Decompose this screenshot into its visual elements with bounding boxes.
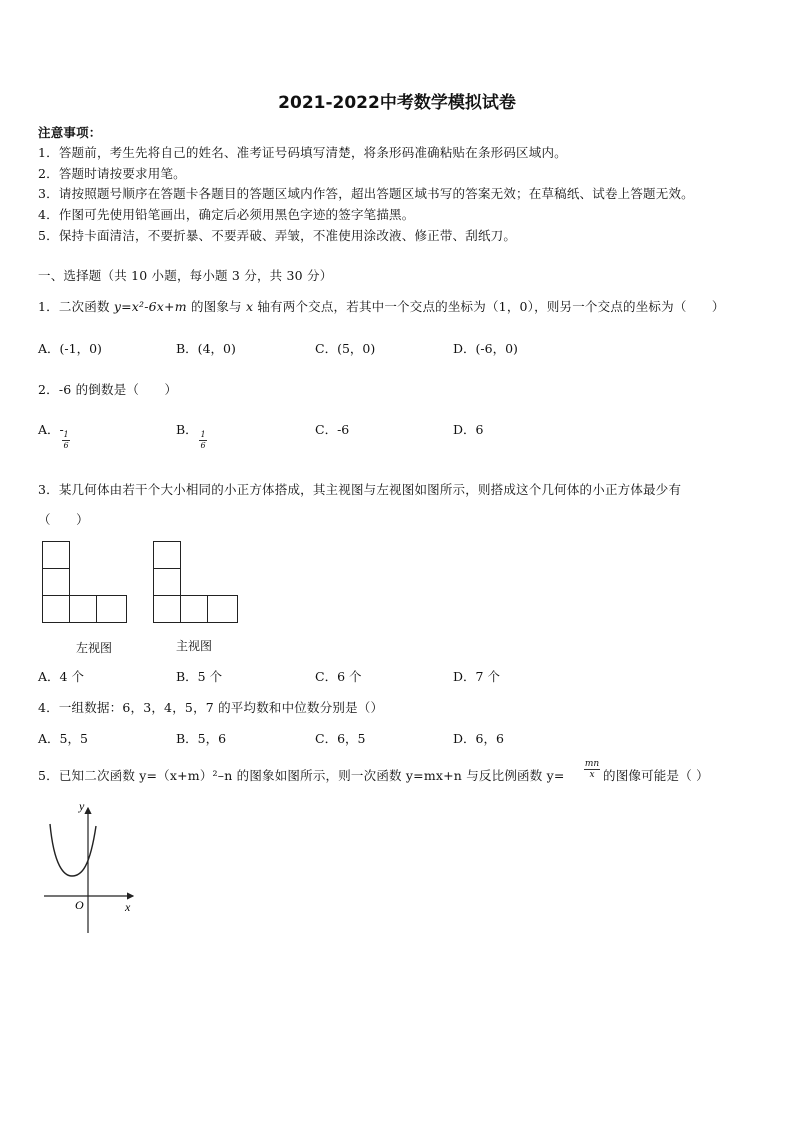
q3-option-a[interactable]: A．4 个 xyxy=(38,669,84,684)
q2-option-a-fraction: 1 6 xyxy=(63,430,69,450)
origin-label: O xyxy=(75,898,84,912)
q4-option-a[interactable]: A．5，5 xyxy=(38,731,88,746)
cube xyxy=(69,595,97,623)
notice-item: 3．请按照题号顺序在答题卡各题目的答题区域内作答，超出答题区域书写的答案无效；在草稿纸、试卷上答题无效。 xyxy=(38,186,694,201)
y-axis-label: y xyxy=(79,799,85,813)
question-1-stem: 1．二次函数 y=x²-6x+m 的图象与 x 轴有两个交点，若其中一个交点的坐标为（1，0），则另一个交点的坐标为（ ） xyxy=(38,299,725,314)
question-3-stem-cont: （ ） xyxy=(38,512,89,527)
notice-heading: 注意事项： xyxy=(38,125,102,140)
notice-item: 5．保持卡面清洁，不要折暴、不要弄破、弄皱，不准使用涂改液、修正带、刮纸刀。 xyxy=(38,228,517,243)
parabola-curve xyxy=(50,824,96,876)
cube xyxy=(180,595,208,623)
parabola-graph xyxy=(36,796,146,936)
q2-option-d[interactable]: D．6 xyxy=(453,422,484,437)
x-axis-label: x xyxy=(125,900,131,914)
notice-item: 1．答题前，考生先将自己的姓名、准考证号码填写清楚，将条形码准确粘贴在条形码区域内。 xyxy=(38,145,567,160)
main-view-caption: 主视图 xyxy=(176,639,213,653)
question-4-stem: 4．一组数据：6，3，4，5，7 的平均数和中位数分别是（） xyxy=(38,700,384,715)
cube xyxy=(153,541,181,569)
cube xyxy=(153,595,181,623)
q1-option-a[interactable]: A．(-1，0) xyxy=(38,341,102,356)
cube xyxy=(96,595,127,623)
cube xyxy=(153,568,181,596)
cube xyxy=(42,568,70,596)
question-3-stem: 3．某几何体由若干个大小相同的小正方体搭成，其主视图与左视图如图所示，则搭成这个几何体的小正方体最少有 xyxy=(38,482,682,497)
question-5-stem: 5．已知二次函数 y=（x+m）²–n 的图象如图所示，则一次函数 y=mx+n 与反比例函数 y= xyxy=(38,768,565,783)
q1-option-d[interactable]: D．(-6，0) xyxy=(453,341,518,356)
cube xyxy=(42,541,70,569)
q1-option-c[interactable]: C．(5，0) xyxy=(315,341,376,356)
cube xyxy=(42,595,70,623)
q3-option-d[interactable]: D．7 个 xyxy=(453,669,500,684)
q1-option-b[interactable]: B．(4，0) xyxy=(176,341,236,356)
q2-option-b-fraction: 1 6 xyxy=(200,430,206,450)
q2-option-c[interactable]: C．-6 xyxy=(315,422,350,437)
question-5-stem-end: 的图像可能是（ ） xyxy=(603,768,709,783)
q4-option-c[interactable]: C．6，5 xyxy=(315,731,366,746)
page-title: 2021-2022中考数学模拟试卷 xyxy=(278,93,516,113)
q2-option-a[interactable]: A．- xyxy=(38,422,64,437)
q3-option-c[interactable]: C．6 个 xyxy=(315,669,362,684)
q2-option-b[interactable]: B． xyxy=(176,422,198,437)
q4-option-b[interactable]: B．5，6 xyxy=(176,731,227,746)
notice-item: 2．答题时请按要求用笔。 xyxy=(38,166,186,181)
left-view-caption: 左视图 xyxy=(76,641,113,655)
section-heading: 一、选择题（共 10 小题，每小题 3 分，共 30 分） xyxy=(38,268,333,283)
cube xyxy=(207,595,238,623)
q1-formula: y=x²-6x+m xyxy=(113,299,187,314)
q4-option-d[interactable]: D．6，6 xyxy=(453,731,504,746)
q3-option-b[interactable]: B．5 个 xyxy=(176,669,223,684)
notice-item: 4．作图可先使用铅笔画出，确定后必须用黑色字迹的签字笔描黑。 xyxy=(38,207,415,222)
q5-fraction: mn x xyxy=(584,759,600,780)
question-2-stem: 2．-6 的倒数是（ ） xyxy=(38,382,178,397)
